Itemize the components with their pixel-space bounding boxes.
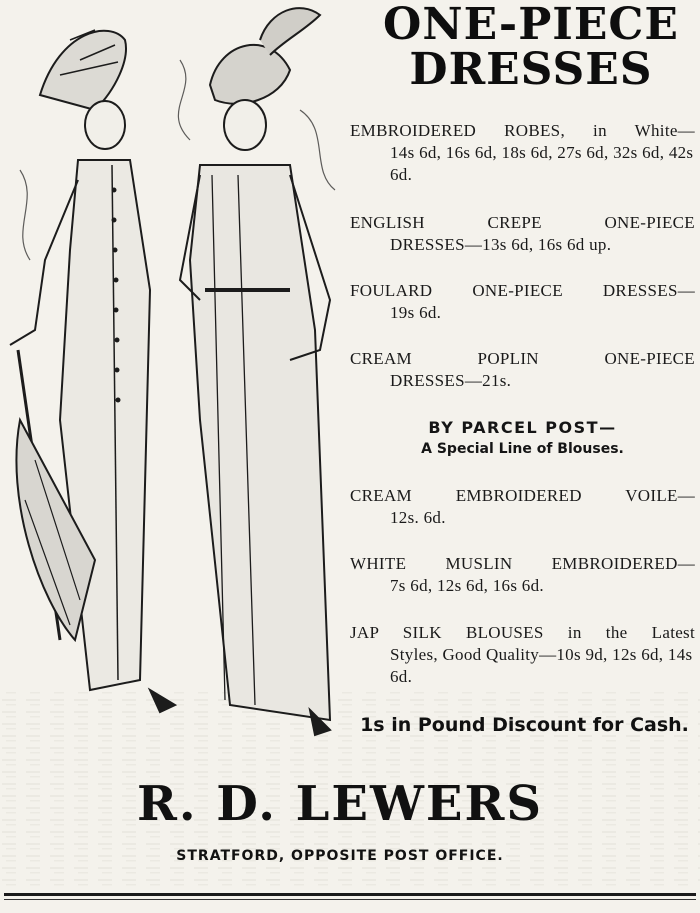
blouse-white-muslin [350,553,695,597]
parcel-post-heading: BY PARCEL POST— [428,418,617,437]
item-price: DRESSES—13s 6d, 16s 6d up. [390,235,612,254]
item-price: 12s. 6d. [390,508,446,527]
item-price: Styles, Good Quality—10s 9d, 12s 6d, 14s 6d. [390,645,693,686]
item-title: ENGLISH CREPE ONE-PIECE [350,213,695,232]
bottom-rule-thin [4,899,696,900]
item-price: DRESSES—21s. [390,371,512,390]
item-title: JAP SILK BLOUSES in the Latest [350,623,695,642]
headline-line-2: DRESSES [409,44,653,95]
item-price: 19s 6d. [390,303,442,322]
cash-discount-notice: 1s in Pound Discount for Cash. [360,714,689,736]
two-women-in-dresses-illustration [0,0,355,740]
item-price: 7s 6d, 12s 6d, 16s 6d. [390,576,544,595]
shop-name: R. D. LEWERS [136,776,544,832]
item-foulard [350,280,695,324]
item-embroidered-robes [350,120,695,186]
item-title: FOULARD ONE-PIECE DRESSES— [350,281,695,300]
item-price: 14s 6d, 16s 6d, 18s 6d, 27s 6d, 32s 6d, 42s 6d. [390,143,694,184]
blouse-cream-voile [350,485,695,529]
item-cream-poplin [350,348,695,392]
blouse-jap-silk [350,622,695,688]
item-title: CREAM EMBROIDERED VOILE— [350,486,695,505]
item-english-crepe [350,212,695,256]
headline-line-1: ONE-PIECE [383,0,679,50]
item-title: EMBROIDERED ROBES, in White— [350,121,695,140]
shop-address: STRATFORD, OPPOSITE POST OFFICE. [176,848,504,864]
item-title: CREAM POPLIN ONE-PIECE [350,349,695,368]
item-title: WHITE MUSLIN EMBROIDERED— [350,554,695,573]
parcel-post-subheading: A Special Line of Blouses. [421,441,624,457]
bottom-rule-thick [4,893,696,896]
